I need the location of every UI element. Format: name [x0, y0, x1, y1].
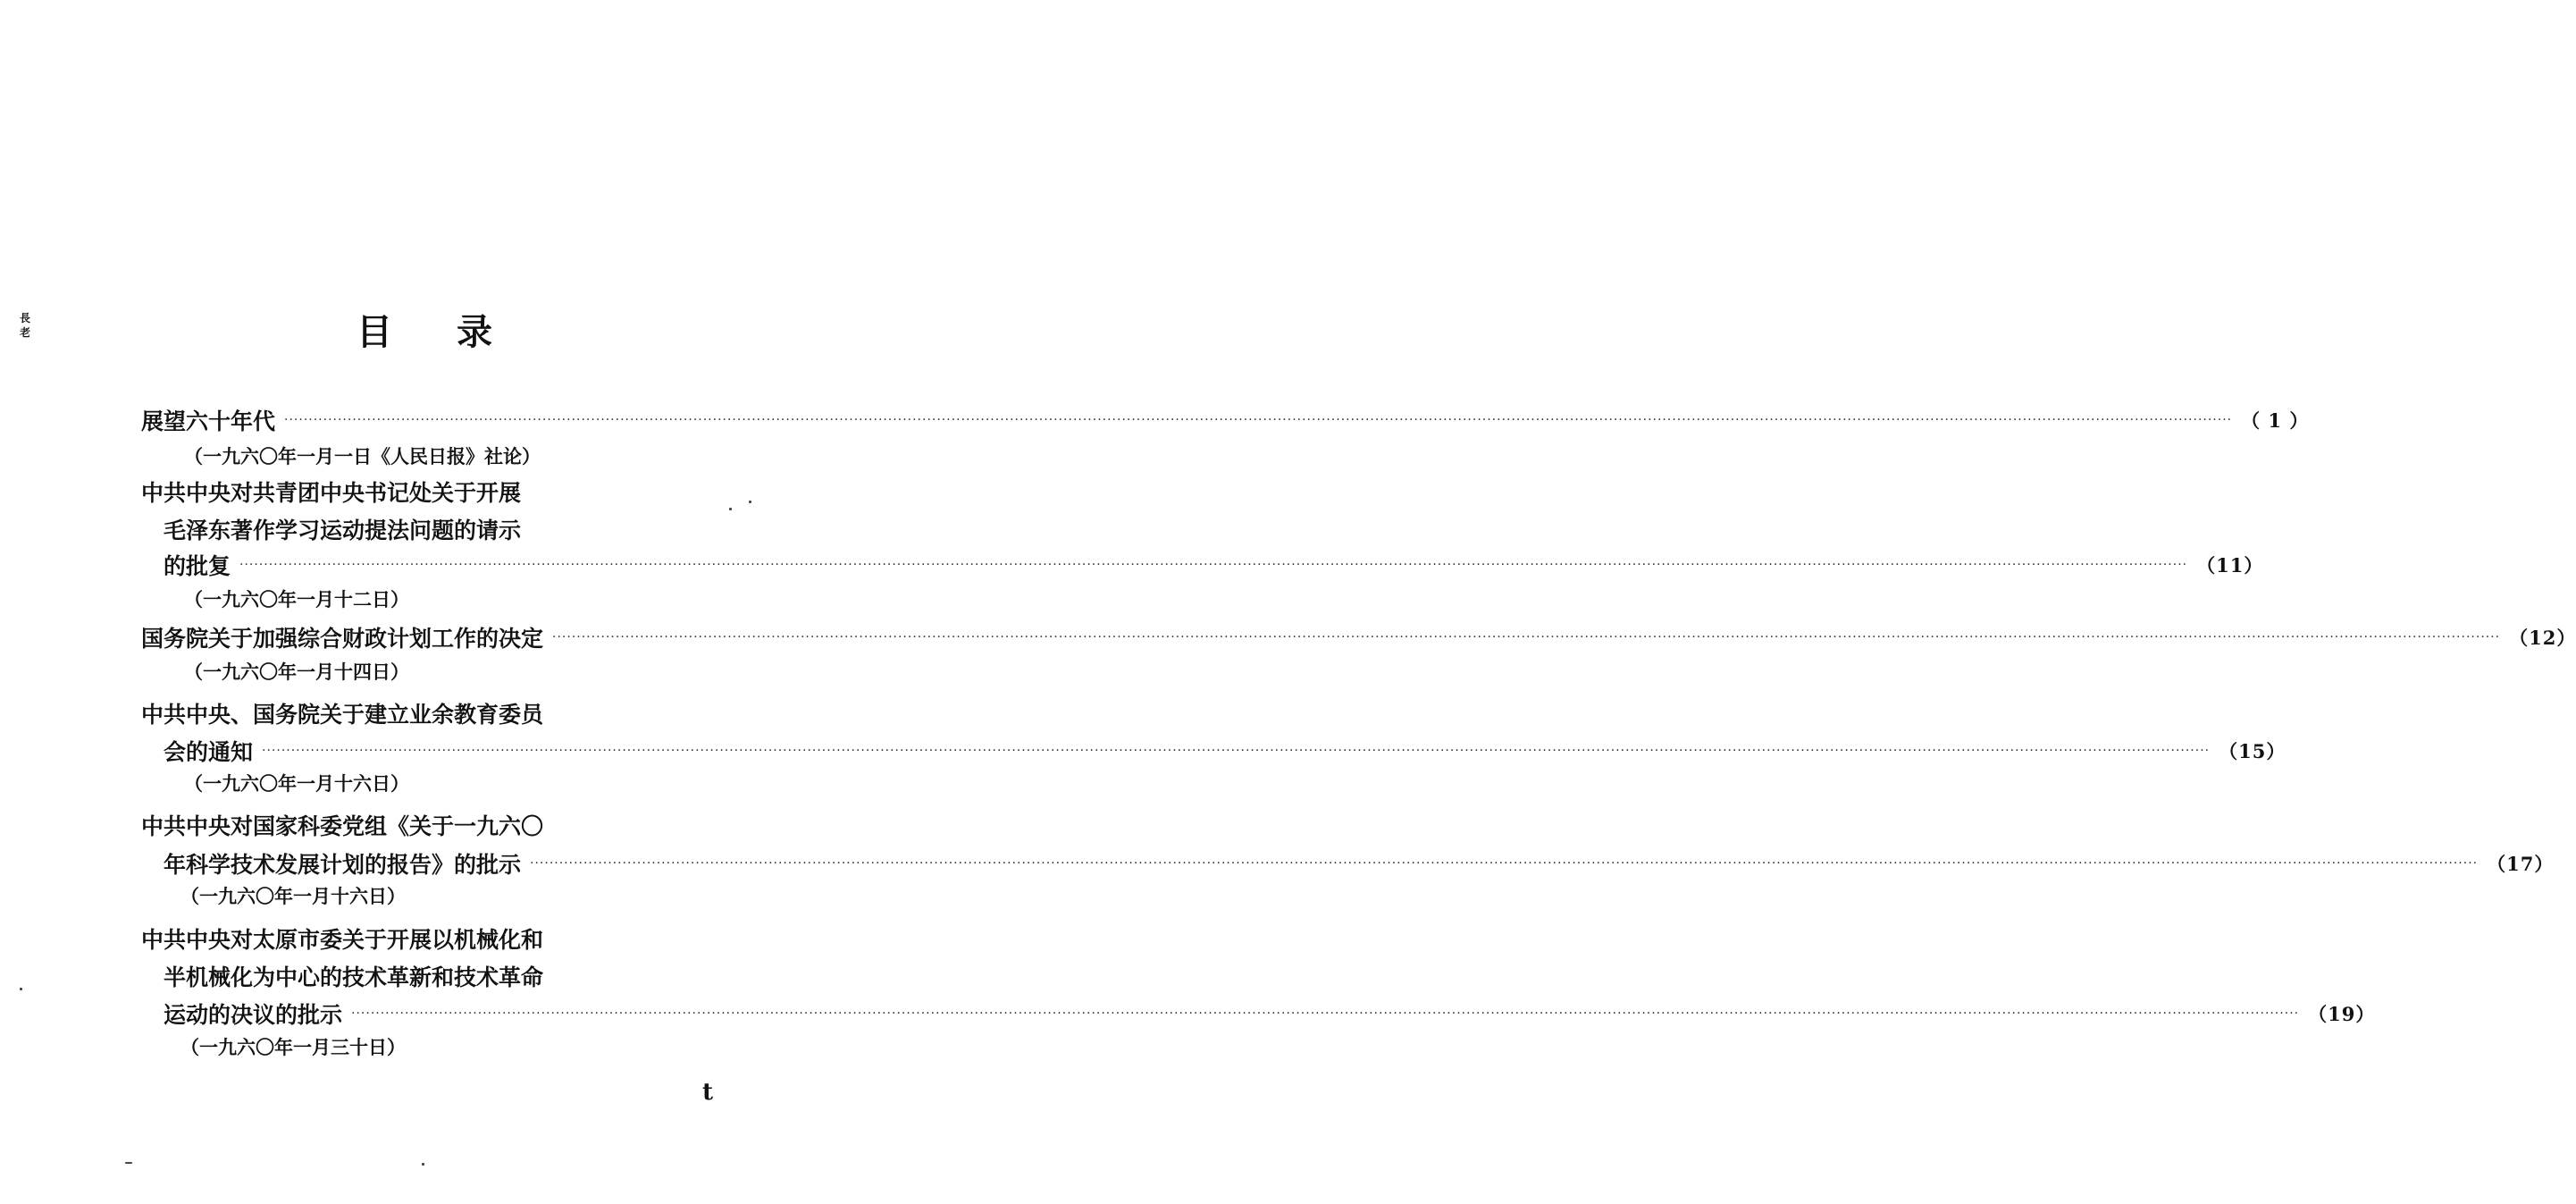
- toc-page-number: （19）: [2308, 1003, 2376, 1025]
- toc-entry-title-text: 会的通知: [164, 739, 254, 765]
- toc-entry-date: （一九六〇年一月十二日）: [184, 588, 409, 610]
- toc-entry-title-line: [141, 807, 543, 843]
- dot-leader: ················································································································································································································································································································································································································: [284, 413, 2233, 427]
- toc-entry-title-text: 半机械化为中心的技术革新和技术革命: [164, 964, 544, 990]
- toc-entry-title-line: [141, 695, 543, 731]
- dot-leader: ················································································································································································································································································································································································································: [530, 856, 2479, 871]
- title-char-right: 录: [457, 312, 494, 353]
- toc-entry-title-text: 展望六十年代: [141, 408, 276, 434]
- toc-page-number: （12）: [2509, 627, 2576, 649]
- toc-entry-title-text: 中共中央对太原市委关于开展以机械化和: [141, 927, 544, 953]
- dot-leader: ················································································································································································································································································································································································································: [351, 1006, 2300, 1021]
- dot-leader: ················································································································································································································································································································································································································: [552, 630, 2501, 644]
- toc-page-number: （15）: [2219, 740, 2287, 762]
- print-speck: [422, 1163, 424, 1166]
- title-char-left: 目: [357, 312, 394, 353]
- toc-entry-date: （一九六〇年一月十六日）: [180, 885, 406, 907]
- toc-entry-title-line: [164, 958, 543, 994]
- toc-entry-title-line-last: [141, 619, 2576, 655]
- page-title: [0, 304, 851, 355]
- toc-entry-title-text: 年科学技术发展计划的报告》的批示: [164, 852, 522, 878]
- toc-page-number: （ 1 ）: [2241, 409, 2310, 432]
- toc-entry-title-text: 运动的决议的批示: [164, 1002, 343, 1028]
- toc-entry-title-line-last: [164, 547, 2264, 583]
- toc-entry-title-text: 国务院关于加强综合财政计划工作的决定: [141, 626, 544, 652]
- toc-entry-title-text: 中共中央对国家科委党组《关于一九六〇: [141, 813, 544, 839]
- toc-page-number: （11）: [2196, 554, 2264, 577]
- side-margin-mark: 長 老: [20, 312, 31, 339]
- toc-entry-title-line-last: [141, 402, 2310, 438]
- toc-entry-title-line-last: [164, 846, 2555, 881]
- dot-leader: ················································································································································································································································································································································································································: [239, 558, 2188, 572]
- toc-entry-date: （一九六〇年一月一日《人民日报》社论）: [184, 445, 541, 467]
- page-folio: t: [702, 1079, 714, 1106]
- print-speck: [729, 508, 732, 510]
- toc-entry-date: （一九六〇年一月十六日）: [184, 772, 409, 795]
- toc-page-number: （17）: [2487, 853, 2555, 875]
- toc-entry-title-line: [141, 921, 543, 956]
- toc-entry-date: （一九六〇年一月三十日）: [180, 1036, 406, 1058]
- toc-entry-title-text: 中共中央对共青团中央书记处关于开展: [141, 480, 522, 506]
- toc-entry-title-text: 中共中央、国务院关于建立业余教育委员: [141, 702, 544, 728]
- toc-entry-title-line-last: [164, 996, 2376, 1031]
- print-speck: [20, 988, 22, 990]
- dot-leader: ················································································································································································································································································································································································································: [262, 744, 2211, 758]
- print-speck: [125, 1162, 132, 1164]
- toc-entry-title-text: 毛泽东著作学习运动提法问题的请示: [164, 518, 522, 543]
- toc-entry-title-text: 的批复: [164, 553, 231, 579]
- print-speck: [749, 501, 751, 503]
- toc-entry-title-line: [164, 511, 521, 547]
- toc-entry-date: （一九六〇年一月十四日）: [184, 661, 409, 683]
- toc-entry-title-line-last: [164, 733, 2287, 769]
- toc-entry-title-line: [141, 474, 521, 509]
